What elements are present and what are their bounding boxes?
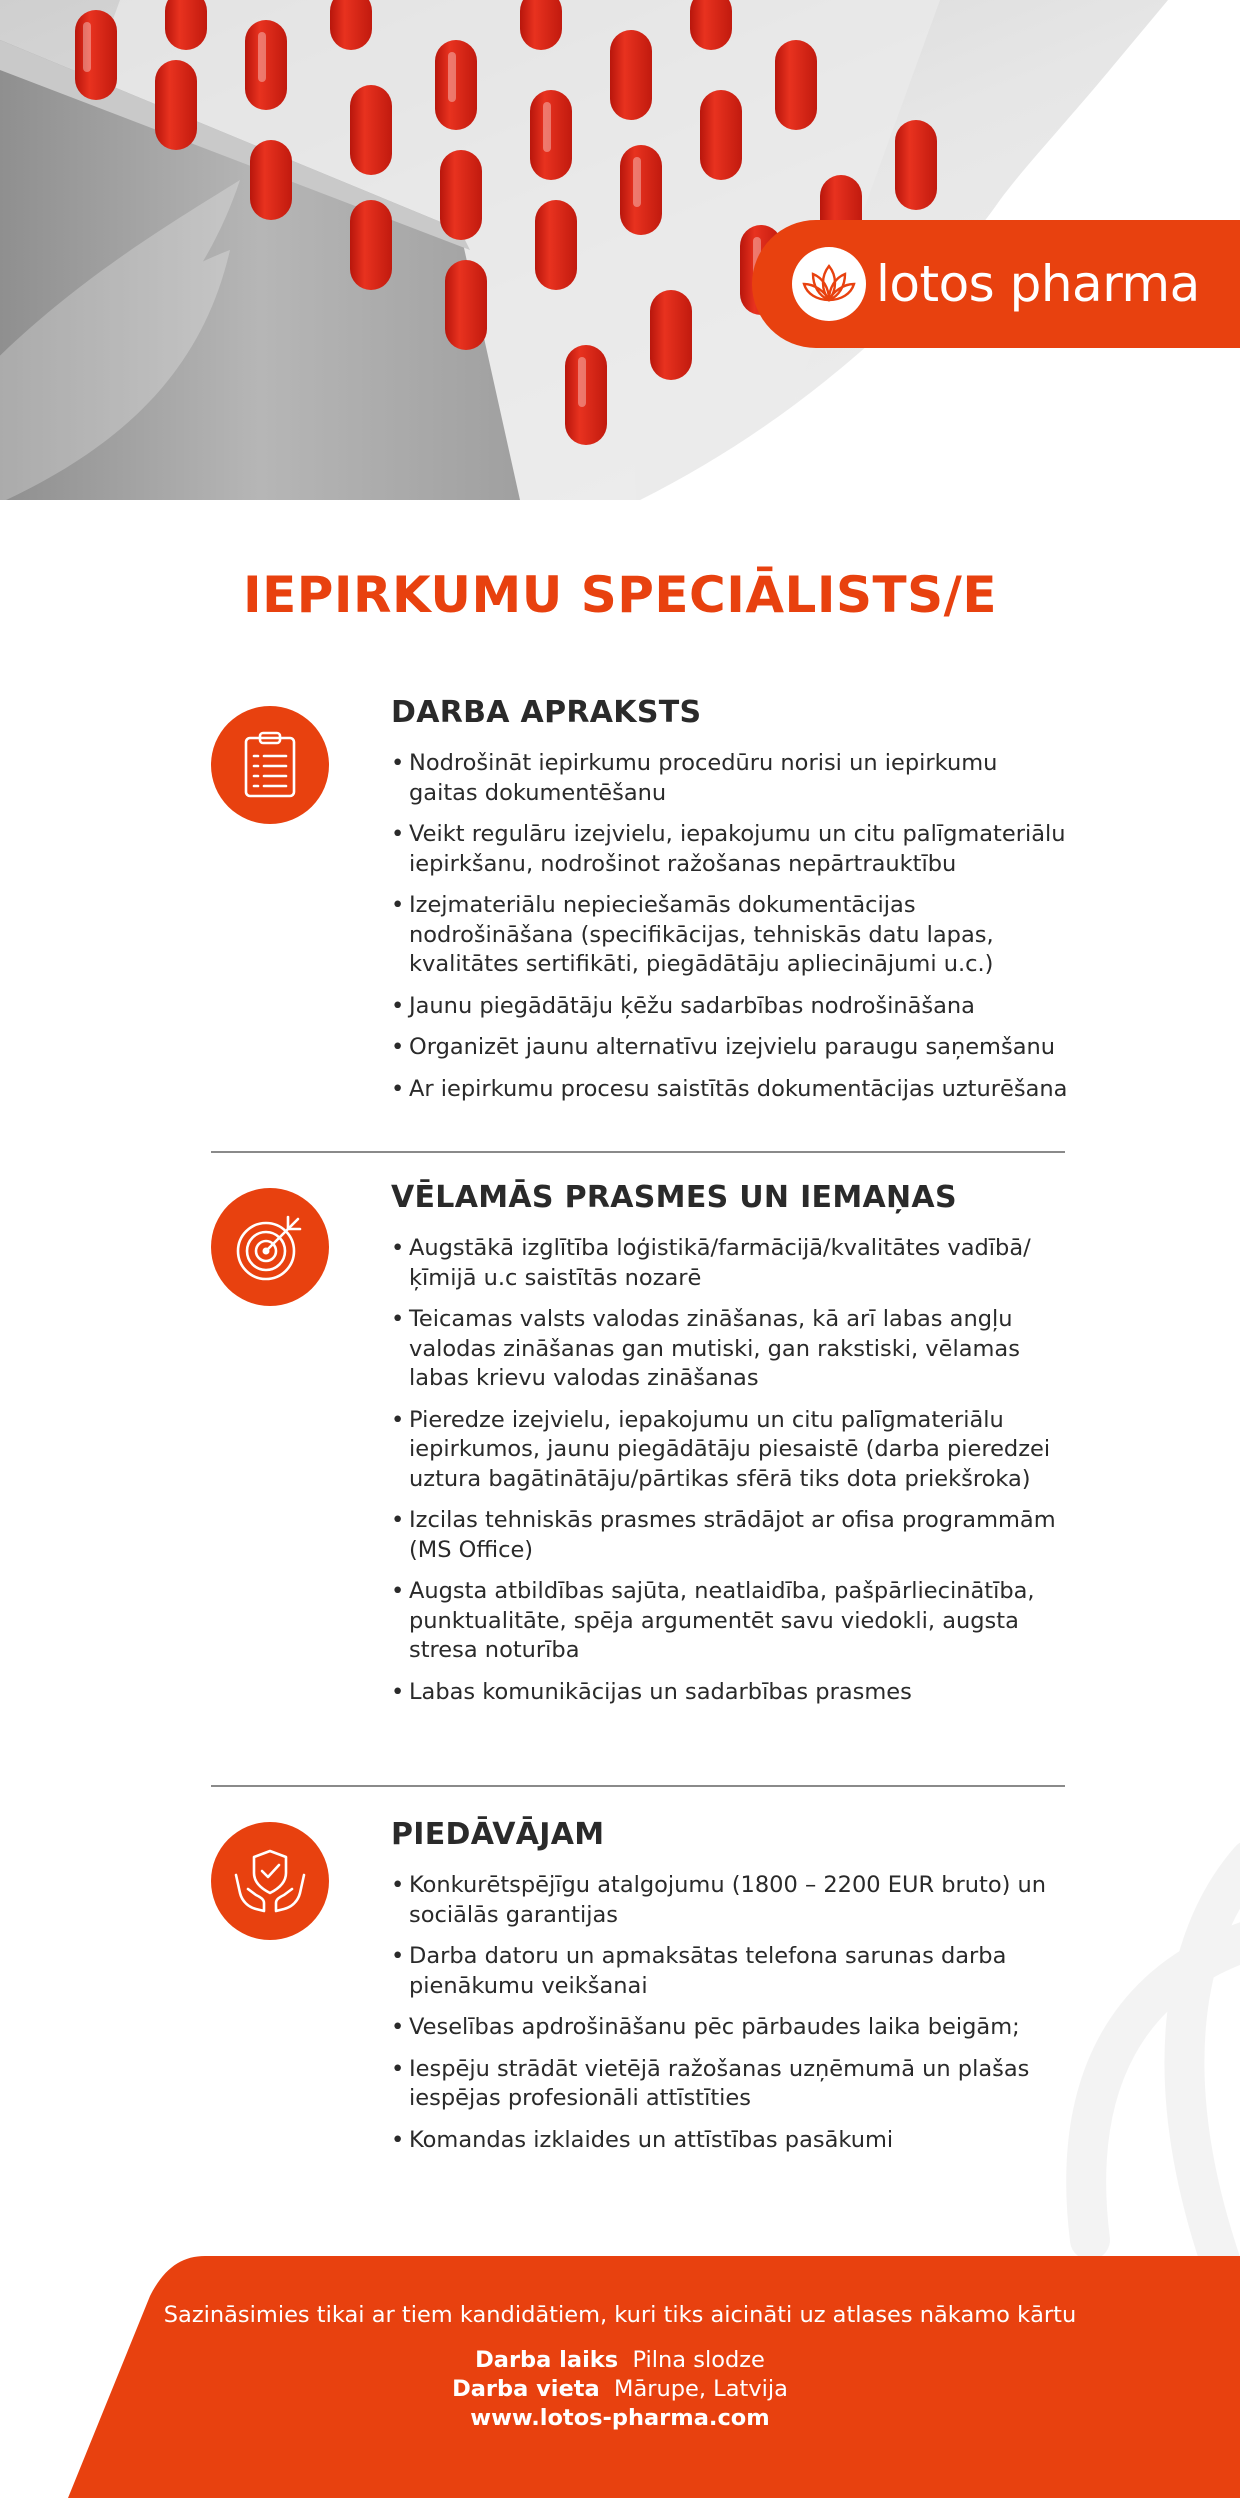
clipboard-list-icon <box>211 706 329 824</box>
section-heading: PIEDĀVĀJAM <box>391 1817 605 1852</box>
list-item: • Nodrošināt iepirkumu procedūru norisi un iepirkumu gaitas dokumentēšanu <box>391 749 1071 808</box>
hands-shield-check-icon <box>211 1822 329 1940</box>
footer-note: Sazināsimies tikai ar tiem kandidātiem, kuri tiks aicināti uz atlases nākamo kārtu <box>163 2302 1077 2328</box>
list-item: • Labas komunikācijas un sadarbības prasmes <box>391 1678 1071 1708</box>
target-arrow-icon <box>211 1188 329 1306</box>
list-item: • Veselības apdrošināšanu pēc pārbaudes laika beigām; <box>391 2013 1071 2043</box>
work-time-value: Pilna slodze <box>632 2347 765 2373</box>
brand-logo <box>752 220 1240 348</box>
section-divider <box>211 1151 1065 1153</box>
list-item: • Konkurētspējīgu atalgojumu (1800 – 2200 EUR bruto) un sociālās garantijas <box>391 1871 1071 1930</box>
lotus-watermark-icon <box>920 1820 1240 2280</box>
section-heading: VĒLAMĀS PRASMES UN IEMAŅAS <box>391 1180 957 1215</box>
list-item: • Izcilas tehniskās prasmes strādājot ar ofisa programmām (MS Office) <box>391 1506 1071 1565</box>
bullet-list <box>391 749 1071 1104</box>
lotus-flower-icon <box>792 247 866 321</box>
list-item: • Augsta atbildības sajūta, neatlaidība, pašpārliecinātība, punktualitāte, spēja argumentēt savu viedokli, augsta stresa noturība <box>391 1577 1071 1666</box>
list-item: • Ar iepirkumu procesu saistītās dokumentācijas uzturēšana <box>391 1075 1071 1105</box>
list-item: • Iespēju strādāt vietējā ražošanas uzņēmumā un plašas iespējas profesionāli attīstīties <box>391 2055 1071 2114</box>
list-item: • Veikt regulāru izejvielu, iepakojumu un citu palīgmateriālu iepirkšanu, nodrošinot ražošanas nepārtrauktību <box>391 820 1071 879</box>
work-location-label: Darba vieta <box>452 2376 600 2402</box>
list-item: • Jaunu piegādātāju ķēžu sadarbības nodrošināšana <box>391 992 1071 1022</box>
section-divider <box>211 1785 1065 1787</box>
list-item: • Pieredze izejvielu, iepakojumu un citu palīgmateriālu iepirkumos, jaunu piegādātāju piesaistē (darba pieredzei uztura bagātinātāju/pārtikas sfērā tiks dota priekšroka) <box>391 1406 1071 1495</box>
section-heading: DARBA APRAKSTS <box>391 695 702 730</box>
list-item: • Darba datoru un apmaksātas telefona sarunas darba pienākumu veikšanai <box>391 1942 1071 2001</box>
brand-name: lotos pharma <box>876 255 1200 313</box>
bullet-list <box>391 1234 1071 1707</box>
job-title: IEPIRKUMU SPECIĀLISTS/E <box>242 566 998 624</box>
list-item: • Augstākā izglītība loģistikā/farmācijā/kvalitātes vadībā/ķīmijā u.c saistītās nozarē <box>391 1234 1071 1293</box>
list-item: • Organizēt jaunu alternatīvu izejvielu paraugu saņemšanu <box>391 1033 1071 1063</box>
work-time <box>0 2346 1240 2375</box>
hero-image <box>0 0 1240 500</box>
work-time-label: Darba laiks <box>475 2347 619 2373</box>
list-item: • Teicamas valsts valodas zināšanas, kā arī labas angļu valodas zināšanas gan mutiski, gan rakstiski, vēlamas labas krievu valodas zināšanas <box>391 1305 1071 1394</box>
list-item: • Izejmateriālu nepieciešamās dokumentācijas nodrošināšana (specifikācijas, tehniskās datu lapas, kvalitātes sertifikāti, piegādātāju apliecinājumi u.c.) <box>391 891 1071 980</box>
work-location <box>0 2375 1240 2404</box>
website-link[interactable]: www.lotos-pharma.com <box>470 2405 770 2431</box>
work-location-value: Mārupe, Latvija <box>614 2376 788 2402</box>
list-item: • Komandas izklaides un attīstības pasākumi <box>391 2126 1071 2156</box>
footer <box>0 2256 1240 2498</box>
